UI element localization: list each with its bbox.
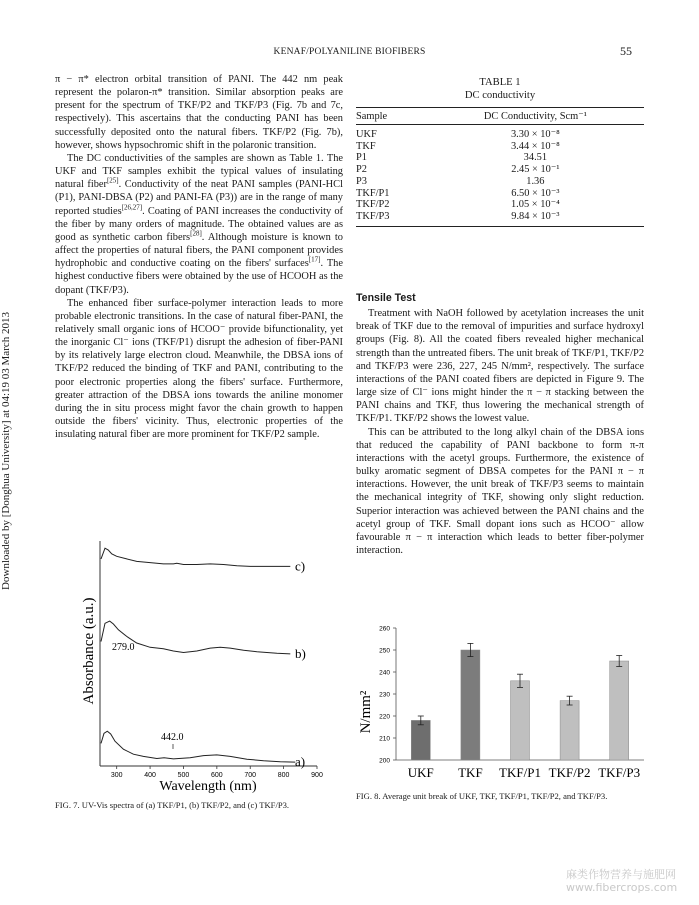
- category-label: UKF: [407, 765, 434, 780]
- watermark-line-2: www.fibercrops.com: [566, 881, 678, 894]
- paragraph-tensile: Treatment with NaOH followed by acetylation increases the unit break of TKF due to the removal of impurities and surface hydroxyl groups (Fig. 8). All the coated fibers revealed higher mechanical strength than the untreated fibers. The unit break of TKF/P1, TKF/P2 and TKF/P3 were 236, 227, 245 N/mm², respectively. The surface interactions of the PANI coated fibers are depicted in Figure 9. The large size of Cl⁻ ions might hinder the π − π stacking between the PANI chains and TKF, thus lowering the mechanical strength of TKF/P1. TKF/P2 shows the lowest value.: [356, 308, 645, 425]
- sample-cell: TKF/P1: [356, 187, 390, 199]
- series-label: b): [295, 645, 306, 661]
- conductivity-cell: 3.30 × 10⁻⁸: [510, 129, 560, 140]
- sample-cell: TKF/P3: [356, 211, 427, 226]
- watermark-line-1: 麻类作物营养与施肥网: [566, 868, 676, 881]
- peak-annotation-279: 279.0: [112, 642, 135, 653]
- table-row: [356, 199, 644, 211]
- citation-ref: [28]: [190, 229, 202, 238]
- paragraph-dc-conductivity: [55, 152, 343, 297]
- peak-annotation-442: 442.0: [161, 732, 184, 743]
- y-axis-label: N/mm²: [358, 690, 374, 734]
- text-segment: . Coating of PANI increases the conductivity of the fiber by many orders of magnitude. The obtained values are as good as synthetic carbon fibers: [55, 205, 343, 243]
- running-title: KENAF/POLYANILINE BIOFIBERS: [273, 47, 426, 57]
- conductivity-table: [356, 107, 644, 227]
- sample-cell: P2: [356, 164, 367, 176]
- unit-break-chart: [356, 620, 646, 785]
- x-tick-label: 700: [244, 772, 257, 779]
- x-axis-label: Wavelength (nm): [159, 779, 257, 794]
- sample-cell: TKF/P2: [356, 199, 390, 211]
- table-header-row: [356, 108, 644, 125]
- bar: [461, 650, 480, 760]
- y-tick-label: 230: [379, 691, 390, 699]
- table-row: [356, 211, 644, 226]
- watermark: [566, 868, 677, 894]
- fig7-caption: FIG. 7. UV-Vis spectra of (a) TKF/P1, (b) TKF/P2, and (c) TKF/P3.: [55, 800, 290, 810]
- table-row: [356, 164, 644, 176]
- paragraph-interaction: The enhanced fiber surface-polymer interaction leads to more probable electronic transitions. In the case of natural fiber-PANI, the relatively small organic ions of HCOO⁻ provide bifunctionality, yet the inorganic Cl⁻ ions (TKF/P1) disrupt the adhesion of fiber-PANI by its relatively large electron cloud. Meanwhile, the DBSA ions of TKF/P2 reduced the binding of TKF and PANI, contributing to the poor electronic properties along the fibers' surface. Furthermore, greater attraction of the DBSA ions towards the aniline monomer during the in situ process might favor the chain growth to happen outside the fibers' vicinity. Thus, electronic properties of the insulating natural fiber are more prominent for TKF/P2 sample.: [55, 297, 343, 441]
- col-header-sample: Sample: [356, 108, 427, 125]
- conductivity-cell: 3.44 × 10⁻⁸: [510, 140, 560, 152]
- citation-ref: [25]: [106, 176, 119, 185]
- paragraph-uv-vis: π − π* electron orbital transition of PANI. The 442 nm peak represent the polaron-π* transition. Similar absorption peaks are present for the spectrum of TKF/P2 and TKF/P3 (Fig. 7b and 7c, respectively). This ascertains that the conducting PANI has been successfully deposited onto the natural fibers. TKF/P2 (Fig. 7b), however, shows hypsochromic shift in the polaronic transition.: [55, 74, 343, 151]
- bar: [411, 720, 430, 760]
- category-label: TKF/P3: [598, 765, 641, 780]
- sample-cell: P1: [356, 152, 367, 164]
- paragraph-dbsa: This can be attributed to the long alkyl chain of the DBSA ions that reduced the capability of PANI backbone to form π-π interactions with the acetyl groups. Furthermore, the existence of bulky aromatic segment of DBSA competes for the PANI π − π interactions. However, the unit break of TKF/P3 seems to maintain the mechanical integrity of TKF, showing only slight reduction. Superior interaction was achieved between the PANI chains and the acetyl group of TKF. Small dopant ions such as HCOO⁻ allow favourable π − π interaction which leads to better fiber-polymer interaction.: [356, 426, 644, 556]
- category-label: TKF/P1: [499, 765, 541, 780]
- y-tick-label: 200: [379, 757, 390, 765]
- y-tick-label: 240: [379, 669, 390, 677]
- spectrum-line-c: [101, 548, 290, 566]
- conductivity-cell: 1.36: [526, 175, 545, 187]
- table-row: [356, 188, 644, 200]
- series-label: a): [295, 754, 306, 770]
- table-caption: [356, 76, 644, 102]
- text-segment: The DC conductivities of the samples are shown as Table 1. The UKF and TKF samples exhibit the typical values of insulating natural fiber: [55, 152, 343, 191]
- conductivity-cell: 1.05 × 10⁻⁴: [510, 199, 560, 211]
- x-tick-label: 300: [110, 772, 123, 779]
- sample-cell: TKF: [356, 140, 376, 152]
- citation-ref: [17]: [308, 255, 321, 264]
- download-sidebar: [0, 0, 12, 905]
- col-header-conductivity: DC Conductivity, Scm⁻¹: [427, 108, 644, 125]
- table-title: DC conductivity: [464, 90, 536, 101]
- table-row: [356, 152, 644, 164]
- spectrum-line-a: [101, 731, 295, 762]
- category-label: TKF: [458, 765, 483, 780]
- y-tick-label: 210: [379, 735, 390, 743]
- text-segment: . Although moisture is known to affect the properties of natural fibers, the PANI component provides hydrophobic and conductive coating on the fibers' surfaces: [55, 231, 343, 270]
- sample-cell: UKF: [356, 129, 377, 140]
- x-tick-label: 400: [144, 772, 156, 779]
- series-label: c): [295, 558, 306, 574]
- fig8-caption: FIG. 8. Average unit break of UKF, TKF, TKF/P1, TKF/P2, and TKF/P3.: [356, 791, 608, 801]
- category-label: TKF/P2: [548, 765, 591, 780]
- y-tick-label: 250: [379, 647, 390, 655]
- section-heading: Tensile Test: [356, 292, 416, 304]
- conductivity-cell: 34.51: [523, 152, 548, 164]
- conductivity-cell: 2.45 × 10⁻¹: [511, 164, 560, 176]
- y-axis-label: Absorbance (a.u.): [81, 597, 97, 705]
- download-note: Downloaded by [Donghua University] at 04:19 03 March 2013: [0, 312, 12, 591]
- y-tick-label: 220: [379, 713, 390, 721]
- conductivity-cell: 6.50 × 10⁻³: [511, 187, 560, 199]
- x-tick-label: 600: [211, 772, 223, 779]
- table-row: [356, 176, 644, 188]
- text-segment: . Conductivity of the neat PANI samples (PANI-HCl (P1), PANI-DBSA (P2) and PANI-FA (P3)) are in the range of many reported studies: [55, 179, 343, 217]
- bar: [610, 661, 629, 760]
- right-column: [356, 292, 644, 557]
- bar: [511, 681, 530, 760]
- table-label: TABLE 1: [479, 77, 521, 88]
- citation-ref: [26,27]: [121, 203, 143, 212]
- sample-cell: P3: [356, 175, 367, 187]
- bar: [560, 701, 579, 760]
- x-tick-label: 900: [311, 772, 323, 779]
- x-tick-label: 500: [177, 772, 190, 779]
- x-tick-label: 800: [277, 772, 290, 779]
- left-column: [55, 73, 343, 441]
- table-row: [356, 125, 644, 141]
- conductivity-cell: 9.84 × 10⁻³: [427, 211, 644, 226]
- uv-vis-chart: [55, 533, 345, 795]
- text-segment: . The highest conductive fibers were obtained by the use of HCOOH as the dopant (TKF/P3).: [55, 258, 343, 296]
- y-tick-label: 260: [379, 625, 390, 633]
- page-number: 55: [620, 44, 632, 58]
- table-row: [356, 141, 644, 153]
